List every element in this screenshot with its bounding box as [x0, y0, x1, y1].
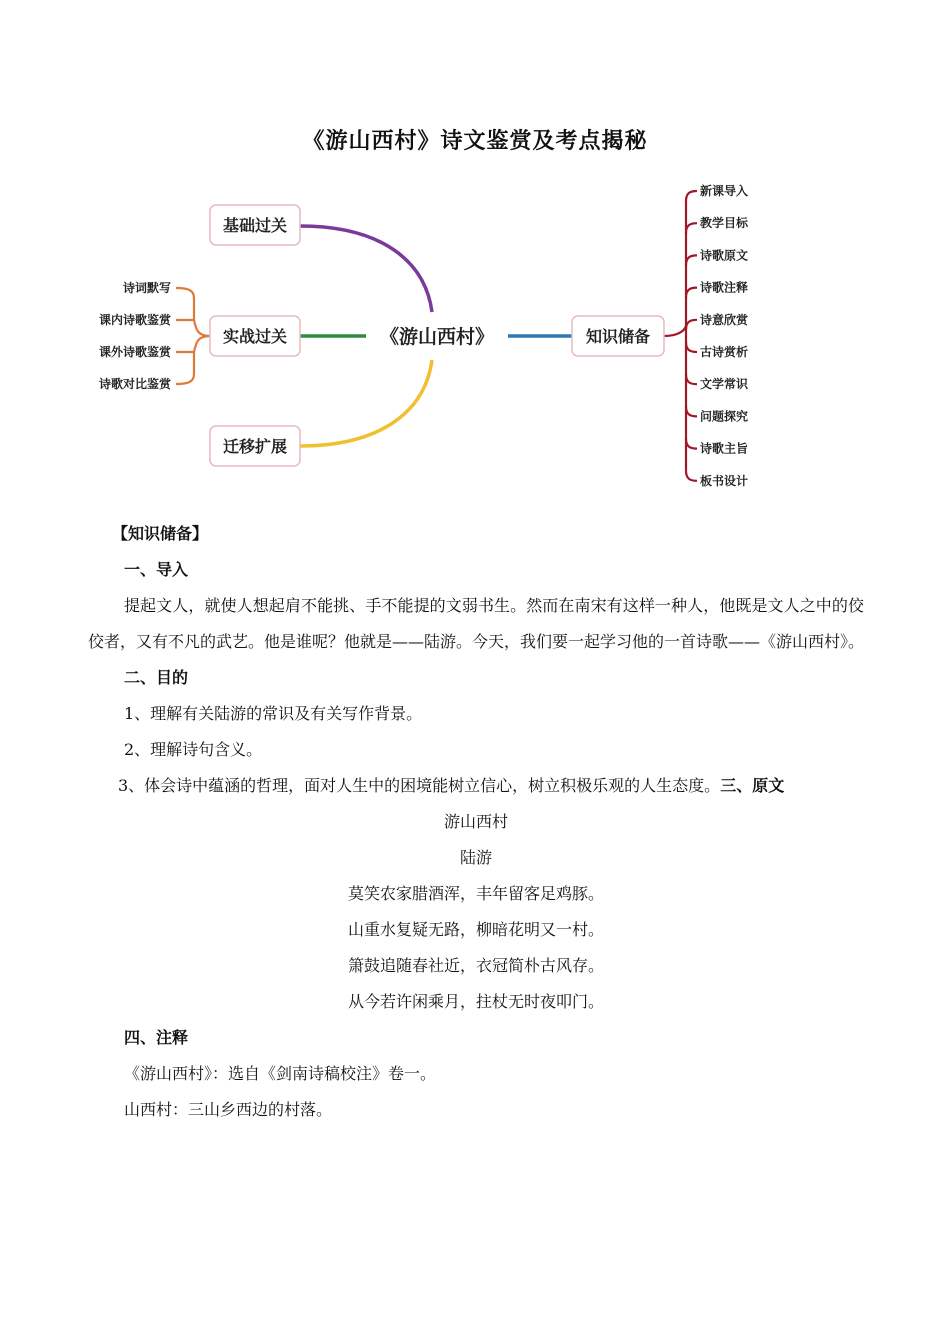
goals-heading: 二、目的 — [124, 668, 189, 687]
leaf-left-1: 诗词默写 — [122, 281, 171, 295]
right-leaf-connectors — [664, 191, 697, 481]
notes-heading: 四、注释 — [124, 1028, 189, 1047]
poem-author: 陆游 — [459, 848, 492, 867]
connector-transfer — [300, 360, 432, 446]
mind-map — [0, 172, 950, 502]
leaf-left-4: 诗歌对比鉴赏 — [98, 377, 171, 391]
node-center: 《游山西村》 — [379, 326, 495, 348]
leaf-right-1: 新课导入 — [700, 184, 749, 198]
poem-line: 莫笑农家腊酒浑，丰年留客足鸡豚。 — [347, 884, 604, 903]
note-2: 山西村：三山乡西边的村落。 — [124, 1100, 333, 1119]
leaf-right-3: 诗歌原文 — [700, 248, 749, 263]
leaf-right-8: 问题探究 — [700, 409, 749, 424]
left-leaf-connectors — [176, 288, 210, 384]
note-1: 《游山西村》：选自《剑南诗稿校注》卷一。 — [124, 1064, 437, 1083]
goal-item-3-text: 3、体会诗中蕴涵的哲理，面对人生中的困境能树立信心，树立积极乐观的人生态度。 — [118, 776, 721, 795]
section-title: 【知识储备】 — [112, 524, 209, 543]
node-knowledge: 知识储备 — [585, 327, 651, 346]
page-title: 《游山西村》诗文鉴赏及考点揭秘 — [302, 128, 648, 154]
leaf-left-2: 课内诗歌鉴赏 — [98, 313, 171, 327]
leaf-right-5: 诗意欣赏 — [700, 312, 749, 327]
intro-heading: 一、导入 — [124, 560, 189, 579]
poem-title: 游山西村 — [443, 812, 508, 831]
leaf-right-2: 教学目标 — [700, 216, 749, 231]
poem-line: 从今若许闲乘月，拄杖无时夜叩门。 — [347, 992, 604, 1011]
leaf-right-7: 文学常识 — [700, 377, 749, 392]
poem-line: 山重水复疑无路，柳暗花明又一村。 — [347, 920, 604, 939]
node-transfer: 迁移扩展 — [222, 437, 288, 456]
node-practice: 实战过关 — [222, 327, 288, 346]
leaf-right-9: 诗歌主旨 — [700, 441, 749, 456]
original-text-heading: 三、原文 — [720, 776, 785, 795]
goal-item-1: 1、理解有关陆游的常识及有关写作背景。 — [124, 704, 423, 723]
leaf-left-3: 课外诗歌鉴赏 — [98, 345, 171, 359]
goal-item-2: 2、理解诗句含义。 — [124, 740, 263, 759]
poem-line: 箫鼓追随春社近，衣冠简朴古风存。 — [347, 956, 604, 975]
document-body — [88, 516, 864, 1128]
goal-item-3 — [88, 768, 864, 804]
connector-basic — [300, 226, 432, 312]
leaf-right-4: 诗歌注释 — [700, 280, 749, 295]
node-basic: 基础过关 — [222, 216, 288, 235]
leaf-right-10: 板书设计 — [700, 473, 749, 488]
leaf-right-6: 古诗赏析 — [700, 345, 749, 359]
intro-text: 提起文人，就使人想起肩不能挑、手不能提的文弱书生。然而在南宋有这样一种人，他既是文人之中的佼佼者，又有不凡的武艺。他是谁呢？他就是——陆游。今天，我们要一起学习他的一首诗歌——《游山西村》。 — [88, 596, 865, 651]
